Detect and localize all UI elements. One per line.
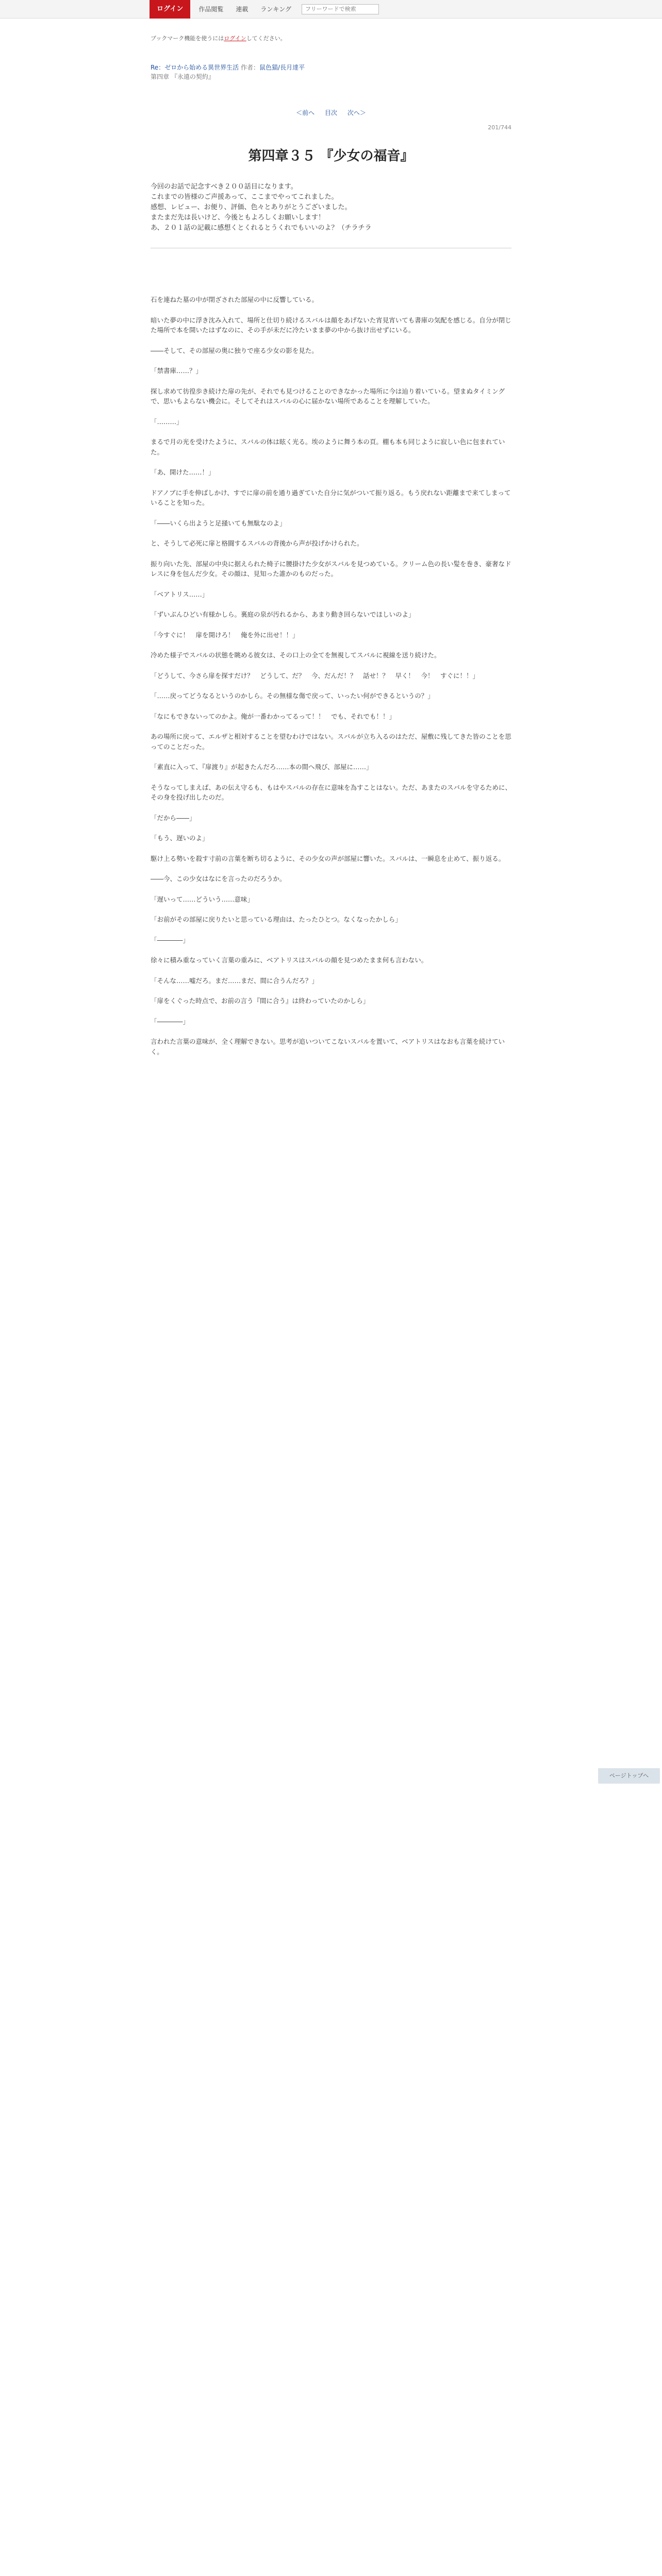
bookmark-notice — [151, 34, 511, 42]
notice-prefix: ブックマーク機能を使うには — [151, 35, 224, 42]
preface-line: またまだ先は長いけど、今後ともよろしくお願いします！ — [151, 214, 325, 222]
toc-link[interactable]: 目次 — [324, 109, 337, 116]
body-paragraph: ドアノブに手を伸ばしかけ、すでに扉の前を通り過ぎていた自分に気がついて振り返る。もう戻れない距離まで来てしまっていることを知った。 — [151, 488, 511, 506]
top-nav-bar — [0, 0, 662, 19]
preface-line: 今回のお話で記念すべき２００話目になります。 — [151, 183, 297, 191]
page-title: 第四章３５ 『少女の福音』 — [248, 148, 414, 164]
body-paragraph: 振り向いた先、部屋の中央に据えられた椅子に腰掛けた少女がスバルを見つめている。クリーム色の長い髪を巻き、豪奢なドレスに身を包んだ少女。その顔は、見知った誰かのものだった。 — [151, 560, 511, 578]
body-paragraph: 冷めた様子でスバルの状態を眺める彼女は、その口上の全てを無視してスバルに視線を送り続けた。 — [151, 651, 441, 659]
body-paragraph: 「だから――」 — [151, 814, 196, 822]
nav-link-works[interactable]: 作品閲覧 — [198, 6, 224, 13]
preface — [151, 182, 511, 233]
body-paragraph: 「なにもできないってのかよ。俺が一番わかってるって！！ でも、それでも！！」 — [151, 712, 396, 720]
body-paragraph: 「素直に入って、『扉渡り』が起きたんだろ……本の間へ飛び、部屋に……」 — [151, 763, 373, 771]
author-label: 作者： — [241, 64, 260, 71]
author-link[interactable]: 鼠色猫/長月達平 — [259, 64, 305, 71]
body-paragraph: 「どうして、今さら扉を探すだけ？ どうして、だ？ 今、だんだ！？ 話せ！？ 早く！ 今！ すぐに！！」 — [151, 671, 479, 680]
notice-login-link[interactable]: ログイン — [224, 35, 246, 42]
search-input[interactable] — [302, 4, 379, 14]
prev-link[interactable]: ＜前へ — [296, 109, 315, 116]
body-paragraph: 「扉をくぐった時点で、お前の言う『間に合う』は終わっていたのかしら」 — [151, 997, 370, 1005]
notice-suffix: してください。 — [246, 35, 286, 42]
body-paragraph: 「………」 — [151, 417, 183, 426]
body-paragraph: あの場所に戻って、エルザと相対することを望むわけではない。スバルが立ち入るのはただ、屋敷に残してきた皆のことを思ってのことだった。 — [151, 733, 511, 751]
body-paragraph: 石を連ねた墓の中が閉ざされた部屋の中に反響している。 — [151, 296, 319, 303]
login-button[interactable]: ログイン — [150, 0, 190, 19]
chapter-number: 201/744 — [488, 124, 511, 131]
body-paragraph: 暗いた夢の中に浮き沈み入れて、場所と仕切り続けるスバルは顔をあげないた宵見宵いても書庫の気配を感じる。自分が閉じた場所で本を開いたはずなのに、その手が未だに冷たいまま夢の中から抜け出せずにいる。 — [151, 316, 511, 334]
body-paragraph: 探し求めて彷徨歩き続けた扉の先が、それでも見つけることのできなかった場所に今は辿り着いている。望まぬタイミングで、思いもよらない機会に。そしてそれはスバルの心に届かない場所であることを理解していた。 — [151, 387, 505, 405]
body-paragraph: 「禁書庫……？」 — [151, 367, 203, 375]
chapter-label: 第四章 『永遠の契約』 — [151, 73, 214, 80]
body-paragraph: 「――――」 — [151, 1017, 190, 1025]
body-paragraph: 「あ、開けた……！」 — [151, 468, 215, 476]
body-paragraph: そうなってしまえば、あの伝え守るも、もはやスバルの存在に意味を為すことはない。ただ、あまたのスバルを守るために、その身を投げ出したのだ。 — [151, 783, 512, 801]
nav-link-serial[interactable]: 連載 — [236, 6, 249, 13]
body-paragraph: 「ベアトリス……」 — [151, 590, 209, 598]
page-top-button[interactable]: ページトップへ — [598, 1768, 660, 1784]
body-paragraph: 「そんな……嘘だろ。まだ……まだ、間に合うんだろ？」 — [151, 976, 319, 985]
preface-line: あ、２０１話の記載に感想くとくれるとうくれでもいいのよ？（チラチラ — [151, 224, 372, 232]
body-paragraph: 徐々に積み重なっていく言葉の重みに、ベアトリスはスバルの顔を見つめたまま何も言わない。 — [151, 956, 428, 964]
body-paragraph: 言われた言葉の意味が、全く理解できない。思考が追いついてこないスバルを置いて、ベアトリスはなおも言葉を続けていく。 — [151, 1038, 505, 1056]
body-paragraph: 「――いくら出ようと足掻いても無駄なのよ」 — [151, 519, 286, 527]
preface-line: これまでの皆様のご声援あって、ここまでやってこれました。 — [151, 193, 338, 201]
body-paragraph: ――そして、その部屋の奥に独りで座る少女の影を見た。 — [151, 346, 318, 354]
series-link[interactable]: Re：ゼロから始める異世界生活 — [151, 64, 239, 71]
body-paragraph: と、そうして必死に扉と格闘するスバルの背後から声が投げかけられた。 — [151, 539, 363, 547]
main-content — [151, 34, 511, 1057]
body-paragraph: 「お前がその部屋に戻りたいと思っている理由は、たったひとつ。なくなったかしら」 — [151, 916, 402, 923]
body-paragraph: 駆け上る勢いを殺す寸前の言葉を断ち切るように、その少女の声が部屋に響いた。スバルは、一瞬息を止めて、振り返る。 — [151, 854, 505, 862]
body-paragraph: 「ずいぶんひどい有様かしら。裏庭の泉が汚れるから、あまり動き回らないでほしいのよ」 — [151, 611, 415, 618]
next-link[interactable]: 次へ＞ — [347, 109, 366, 116]
nav-link-ranking[interactable]: ランキング — [260, 6, 292, 13]
body-paragraph: 「遅いって……どういう……意味」 — [151, 895, 254, 903]
breadcrumb — [151, 63, 511, 81]
body-paragraph: 「今すぐに！ 扉を開けろ！ 俺を外に出せ！！」 — [151, 631, 299, 639]
preface-line: 感想、レビュー、お便り、評価、色々とありがとうございました。 — [151, 204, 352, 211]
chapter-body — [151, 295, 511, 1057]
body-paragraph: 「――――」 — [151, 936, 190, 944]
body-paragraph: ――今、この少女はなにを言ったのだろうか。 — [151, 875, 286, 883]
chapter-pager — [151, 108, 511, 117]
body-paragraph: 「……戻ってどうなるというのかしら。その無様な傷で戻って、いったい何ができるというの？」 — [151, 692, 434, 700]
body-paragraph: まるで月の光を受けたように、スバルの体は眩く光る。埃のように舞う本の頁。棚も本も同じように寂しい色に包まれていた。 — [151, 438, 505, 456]
body-paragraph: 「もう、遅いのよ」 — [151, 834, 209, 842]
